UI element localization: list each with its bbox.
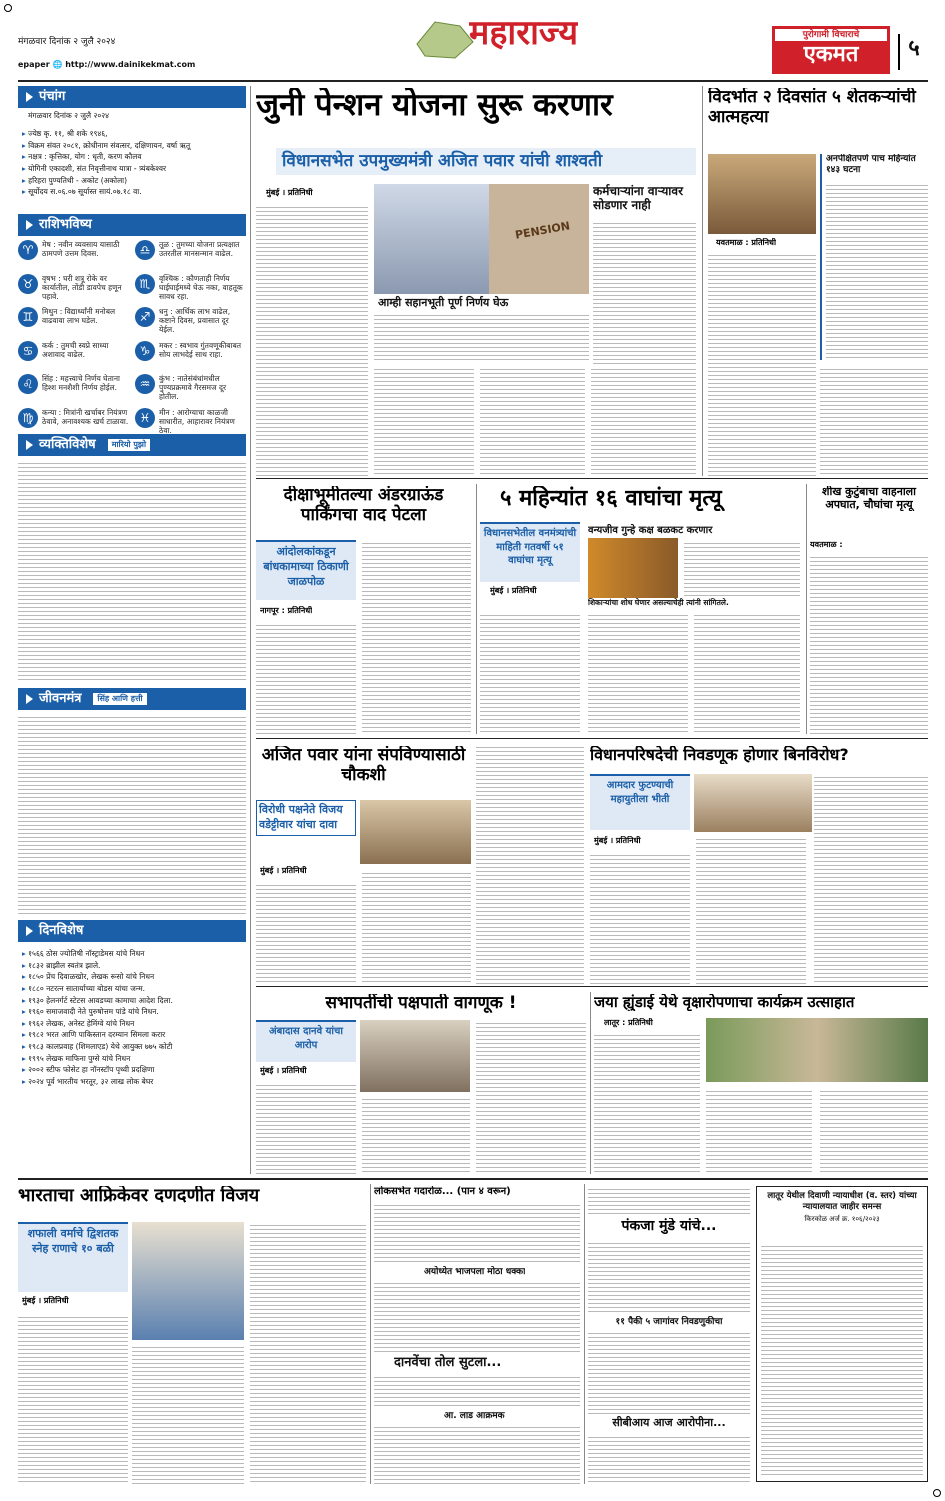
deeksha-box: आंदोलकांकडून बांधकामाच्या ठिकाणी जाळपोळ [256, 540, 356, 600]
sabhapati-story [256, 992, 586, 1174]
pankaja-body-1 [588, 1240, 750, 1314]
cricket-col-1 [18, 1314, 128, 1484]
list-item: ▸ १९८३ कालप्रवाह (शिमलाएड) येथे आयुक्त ७७५ कोटी [22, 1041, 246, 1053]
arrow-icon [26, 926, 33, 936]
ajit-pawar-photo [374, 184, 489, 294]
rashi-item: ♐ धनु : आर्थिक लाभ वाढेल, कष्टाने दिवस, प्रवासात दूर येईल. [135, 307, 246, 337]
danve-photo [360, 1020, 470, 1092]
jeevan-header: जीवनमंत्र सिंह आणि हत्ती [18, 688, 246, 710]
lok-sub3: आ. लाड आक्रमक [444, 1411, 505, 1421]
vidhan-col-2 [696, 836, 806, 984]
sabhapati-col-2 [362, 1096, 470, 1174]
hyundai-headline: जया ह्युंडाई येथे वृक्षारोपणाचा कार्यक्रम उत्साहात [594, 994, 855, 1011]
zodiac-icon: ♉ [18, 274, 38, 294]
jeevan-tag: सिंह आणि हत्ती [93, 693, 146, 706]
vidarbha-byline: यवतमाळ : प्रतिनिधी [716, 238, 777, 247]
sabhapati-col-1 [256, 1082, 356, 1174]
pankaja-headline: पंकजा मुंडे यांचे... [621, 1218, 717, 1234]
list-item: ▸ १९६० समाजवादी नेते पुरुषोत्तम पांडे यांचे निधन. [22, 1006, 246, 1018]
sikh-story [810, 484, 928, 734]
lead-subhead: विधानसभेत उपमुख्यमंत्री अजित पवार यांची शाश्वती [276, 148, 696, 175]
rashi-item: ♒ कुंभ : नातेसंबंधांमधील पुण्यप्रक्रमावे गैरसमज दूर होतील. [135, 374, 246, 404]
vidhan-headline: विधानपरिषदेची निवडणूक होणार बिनविरोध? [590, 746, 849, 764]
tiger-story [480, 484, 800, 734]
vyakti-body [18, 460, 246, 682]
list-item: ▸ १८३२ ब्राझील स्वतंत्र झाले. [22, 960, 246, 972]
deeksha-col-1 [256, 622, 356, 734]
lok-sub2: दानवेंचा तोल सुटला... [394, 1355, 502, 1370]
list-item: ▸ योगिनी एकादशी, संत निवृत्तीनाथ यात्रा - त्र्यंबकेश्वर [22, 163, 246, 175]
sikh-headline: शीख कुटुंबाचा वाहनाला अपघात, चौघांचा मृत्यू [821, 486, 916, 511]
cricket-col-3 [250, 1222, 366, 1484]
vidhan-col-1 [590, 852, 690, 984]
list-item: ▸ २०२४ पूर्व भारतीय भरतूर, ३२ लाख लोक बेघर [22, 1076, 246, 1088]
vidhan-box: आमदार फुटण्याची महायुतीला भीती [590, 774, 690, 830]
court-notice [756, 1186, 928, 1482]
arrow-icon [26, 220, 33, 230]
sabhapati-byline: मुंबई । प्रतिनिधी [260, 1066, 307, 1075]
lead-col-4 [591, 366, 696, 476]
lead-photo-caption: आम्ही सहानभूती पूर्ण निर्णय घेऊ [374, 294, 589, 313]
ajit-col-1 [256, 882, 356, 984]
notice-ref: किरकोळ अर्ज क्र. १०६/२०२३ [804, 1215, 880, 1224]
tiger-byline: मुंबई । प्रतिनिधी [490, 586, 537, 595]
lead-col-3 [480, 366, 585, 476]
sikh-body [810, 554, 928, 734]
cricket-byline: मुंबई । प्रतिनिधी [22, 1296, 69, 1305]
deeksha-col-2 [362, 540, 471, 734]
page-number: ५ [898, 34, 928, 70]
pankaja-body-0 [588, 1186, 750, 1214]
masthead [0, 0, 945, 78]
farmer-photo [708, 154, 816, 234]
tree-plantation-photo [706, 1018, 928, 1082]
tiger-photo-caption: शिकाऱ्यांचा शोध घेणार असल्याचेही त्यांनी सांगितले. [588, 598, 729, 607]
rashi-item: ♎ तूळ : तुमच्या योजना प्रत्यक्षात उतरतील मानसन्मान वाढेल. [135, 240, 246, 270]
zodiac-icon: ♋ [18, 341, 38, 361]
map-icon [415, 14, 475, 64]
tiger-col-0 [684, 540, 800, 598]
rashi-item: ♉ वृषभ : घरी शत्रू रोके वर कार्यातील, तोंडी डावपेच हणून पहावे. [18, 274, 129, 304]
hyundai-story [594, 992, 928, 1174]
zodiac-icon: ♈ [18, 240, 38, 260]
lok-story [374, 1184, 580, 1484]
vidarbha-story [708, 86, 928, 476]
hyundai-col-1 [594, 1032, 700, 1174]
rashi-item: ♈ मेष : नवीन व्यवसाय यासाठी ठामपणे उत्तम दिवस. [18, 240, 129, 270]
hyundai-col-3 [820, 1088, 928, 1174]
list-item: ▸ १९९५ लेखक माफिना पुग्से यांचे निधन [22, 1053, 246, 1065]
jeevan-body [18, 714, 246, 914]
rashi-item: ♓ मीन : आरोग्याचा काळजी साधारीत, आहारावर नियंत्रण ठेवा. [135, 408, 246, 438]
section-logo [415, 8, 595, 68]
vyakti-header: व्यक्तिविशेष मारियो पुझो [18, 434, 246, 456]
vidhan-col-3 [814, 774, 928, 984]
zodiac-icon: ♐ [135, 307, 155, 327]
ajit-byline: मुंबई । प्रतिनिधी [260, 866, 307, 875]
list-item: ▸ विक्रम संवत २०८१, क्रोधीनाम संवत्सर, दक्षिणायन, वर्षा ऋतू [22, 140, 246, 152]
pension-label: PENSION [514, 219, 571, 242]
list-item: ▸ ज्येष्ठ कृ. ११, श्री शके १९४६, [22, 128, 246, 140]
lok-sub1: अयोध्येत भाजपला मोठा धक्का [424, 1267, 526, 1277]
zodiac-icon: ♍ [18, 408, 38, 428]
list-item: ▸ १९८२ भरत आणि पाकिस्तान दरम्यान सिमला करार [22, 1029, 246, 1041]
lead-sidebox [593, 184, 696, 364]
panchang-list [22, 128, 246, 198]
vidhan-story [590, 744, 928, 984]
arrow-icon [26, 694, 33, 704]
tiger-headline: ५ महिन्यांत १६ वाघांचा मृत्यू [500, 486, 722, 511]
website-link[interactable]: http://www.dainikekmat.com [65, 60, 196, 69]
registration-mark [933, 1489, 941, 1497]
cricket-box: शफाली वर्माचे द्विशतक स्नेह राणाचे १० बळी [18, 1222, 128, 1292]
rashi-item: ♊ मिथुन : विद्यार्थ्यांनी मनोबल वाढवावा लाभ घडेल. [18, 307, 129, 337]
list-item: ▸ १९३० हेलनर्गर्ट स्टेटस आवडच्या कामाचा आदेश दिला. [22, 995, 246, 1007]
tiger-box: विधानसभेतील वनमंत्र्यांची माहिती गतवर्षी ५१ वाघांचा मृत्यू [480, 522, 580, 582]
arrow-icon [26, 92, 33, 102]
dinvishesh-list [22, 948, 246, 1088]
shafali-photo [132, 1222, 244, 1340]
deeksha-headline: दीक्षाभूमीतल्या अंडरग्राऊंड पार्किंगचा वाद पेटला [283, 486, 444, 525]
zodiac-icon: ♏ [135, 274, 155, 294]
epaper-line: epaper 🌐 http://www.dainikekmat.com [18, 60, 196, 69]
cricket-story [18, 1184, 366, 1484]
list-item: ▸ १५६६ ठोस ज्योतिषी नॉस्ट्राडेमस यांचे निधन [22, 948, 246, 960]
vyakti-tag: मारियो पुझो [108, 439, 150, 452]
sabhapati-box: अंबादास दानवे यांचा आरोप [256, 1020, 356, 1062]
list-item: ▸ सूर्योदय स.०६.०७ सूर्यास्त सायं.०७.१८ वा. [22, 186, 246, 198]
pankaja-story [588, 1184, 750, 1484]
zodiac-icon: ♌ [18, 374, 38, 394]
list-item: ▸ नक्षत्र : कृत्तिका, योग : धृती, करण कौलव [22, 151, 246, 163]
leaders-photo [694, 774, 812, 832]
hyundai-col-2 [706, 1088, 812, 1174]
vidarbha-headline: विदर्भात २ दिवसांत ५ शेतकऱ्यांची आत्महत्या [708, 88, 916, 127]
sikh-byline: यवतमाळ : [810, 540, 843, 549]
vidarbha-body [708, 252, 816, 476]
vidhan-byline: मुंबई । प्रतिनिधी [594, 836, 641, 845]
ajit-story [256, 744, 471, 984]
list-item: ▸ १८५० प्रेंच दिवाळखोर, लेखक रूसो यांचे निधन [22, 971, 246, 983]
tiger-col-2 [588, 612, 688, 734]
lok-body-1 [374, 1202, 580, 1264]
paper-logo [772, 26, 890, 74]
list-item: ▸ १८८० नटरत्न सातार्याच्या बोडस यांचा जन्म. [22, 983, 246, 995]
rashi-item: ♋ कर्क : तुमची स्वप्ने साध्या अशावाद वाढेल. [18, 341, 129, 371]
notice-title: लातूर येथील दिवाणी न्यायाधीश (व. स्तर) यांच्या न्यायालयात जाहीर समन्स [767, 1191, 917, 1213]
zodiac-icon: ♑ [135, 341, 155, 361]
lead-sidebox-title: कर्मचाऱ्यांना वाऱ्यावर सोडणार नाही [593, 184, 683, 213]
rashi-item: ♍ कन्या : मित्रांनी खर्चाबर नियंत्रण ठेवावे, अनावश्यक खर्च टाळावा. [18, 408, 129, 438]
cricket-headline: भारताचा आफ्रिकेवर दणदणीत विजय [18, 1186, 260, 1206]
ajit-col-2 [362, 870, 471, 984]
deeksha-byline: नागपूर : प्रतिनिधी [260, 606, 313, 615]
lead-story [256, 86, 696, 476]
lead-byline: मुंबई । प्रतिनिधी [266, 188, 313, 197]
lok-body-4 [374, 1424, 580, 1484]
vidarbha-body-2 [820, 366, 928, 476]
globe-icon: 🌐 [52, 60, 63, 69]
tiger-subhead: वन्यजीव गुन्हे कक्ष बळकट करणार [588, 525, 713, 536]
arrow-icon [26, 440, 33, 450]
rashi-item: ♌ सिंह : महत्त्वाचे निर्णय घेताना हिश्श मनशैशी निर्णय होईल. [18, 374, 129, 404]
lead-headline: जुनी पेन्शन योजना सुरू करणार [256, 88, 613, 123]
pankaja-sub1: ११ पैकी ५ जागांवर निवडणुकीचा [615, 1317, 723, 1327]
zodiac-icon: ♓ [135, 408, 155, 428]
pension-photo [489, 184, 589, 294]
zodiac-icon: ♒ [135, 374, 155, 394]
section-title: महाराज्य [469, 16, 579, 50]
vidarbha-sidebox [820, 154, 928, 360]
left-column [18, 86, 246, 1186]
panchang-header: पंचांग [18, 86, 246, 108]
rashi-item: ♏ वृश्चिक : कौणताही निर्णय घाईघाईमध्ये घेऊ नका, वाहतूक सावध रहा. [135, 274, 246, 304]
issue-date: मंगळवार दिनांक २ जुलै २०२४ [18, 37, 116, 47]
dinvishesh-header: दिनविशेष [18, 920, 246, 942]
wadettiwar-photo [360, 800, 471, 864]
rashi-grid [18, 240, 246, 438]
pankaja-sub2: सीबीआय आज आरोपीना... [612, 1416, 726, 1429]
lok-body-2 [374, 1280, 580, 1352]
tiger-col-1 [480, 612, 580, 734]
panchang-date: मंगळवार दिनांक २ जुलै २०२४ [28, 111, 110, 120]
lead-caption-body [374, 312, 589, 362]
rashi-header: राशिभविष्य [18, 214, 246, 236]
pankaja-body-2 [588, 1330, 750, 1414]
pankaja-body-3 [588, 1434, 750, 1484]
sabhapati-col-3 [476, 1020, 586, 1174]
cricket-col-2 [132, 1344, 244, 1484]
ajit-col-3 [476, 744, 584, 984]
vidarbha-sidebox-title: अनपेक्षितपणे पाच महिन्यांत १४३ घटना [826, 154, 916, 176]
hyundai-byline: लातूर : प्रतिनिधी [604, 1018, 653, 1027]
paper-name: एकमत [803, 42, 859, 68]
lok-body-3 [374, 1374, 580, 1408]
zodiac-icon: ♊ [18, 307, 38, 327]
lead-col-1 [256, 204, 368, 476]
tagline: पुरोगामी विचाराचे [775, 29, 887, 41]
lok-headline: लोकसभेत गदारोळ... (पान ४ वरून) [374, 1186, 511, 1197]
ajit-box: विरोधी पक्षनेते विजय वडेट्टीवार यांचा दावा [256, 800, 356, 836]
ajit-headline: अजित पवार यांना संपविण्यासाठी चौकशी [261, 746, 466, 785]
deeksha-story [256, 484, 471, 734]
lead-col-2 [374, 366, 474, 476]
sabhapati-headline: सभापतींची पक्षपाती वागणूक ! [325, 994, 517, 1013]
list-item: ▸ हरिहरा पुण्यतिथी - अकोट (अकोला) [22, 175, 246, 187]
tiger-col-3 [694, 612, 800, 734]
list-item: ▸ १९६२ लेखक, अनेस्ट हेमिंग्वे यांचे निधन [22, 1018, 246, 1030]
rashi-item: ♑ मकर : स्वभाव गुंतवणूकीबाबत सोय लाभदेई साथ राहा. [135, 341, 246, 371]
tiger-photo [588, 538, 678, 598]
zodiac-icon: ♎ [135, 240, 155, 260]
list-item: ▸ २००२ स्टीफ फोसेट हा नॉनस्टॉप पृथ्वी प्रदक्षिणा [22, 1064, 246, 1076]
